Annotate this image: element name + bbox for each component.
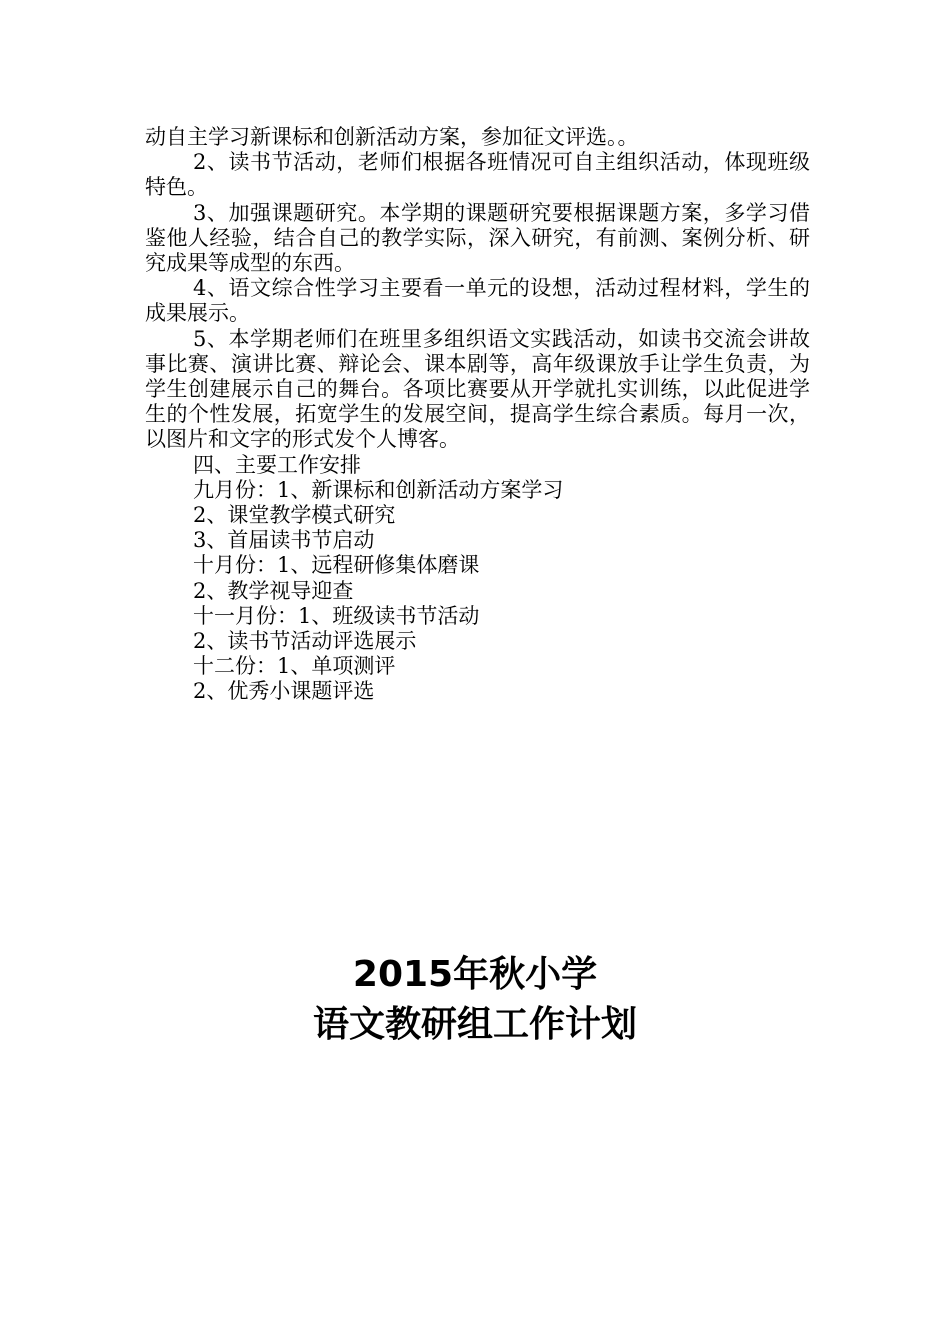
paragraph-continuation: 动自主学习新课标和创新活动方案，参加征文评选。。	[145, 125, 639, 149]
schedule-item: 3、首届读书节启动	[193, 528, 375, 553]
cover-title-line2: 语文教研组工作计划	[312, 1004, 637, 1045]
section-heading: 四、主要工作安排	[193, 452, 361, 477]
cover-title-line1: 2015年秋小学	[352, 954, 598, 995]
paragraph-comprehensive-learning: 4、语文综合性学习主要看一单元的设想，活动过程材料，学生的成果展示。	[145, 276, 810, 326]
schedule-item: 十一月份：1、班级读书节活动	[193, 603, 480, 628]
schedule-item: 2、读书节活动评选展示	[193, 629, 417, 654]
schedule-item: 十二份：1、单项测评	[193, 654, 396, 679]
paragraph-reading-festival: 2、读书节活动，老师们根据各班情况可自主组织活动，体现班级特色。	[145, 150, 810, 200]
schedule-item: 九月份：1、新课标和创新活动方案学习	[193, 477, 564, 502]
cover-title	[0, 950, 950, 1050]
paragraph-research: 3、加强课题研究。本学期的课题研究要根据课题方案，多学习借鉴他人经验，结合自己的教学实际，深入研究，有前测、案例分析、研究成果等成型的东西。	[145, 200, 810, 276]
work-schedule	[145, 453, 810, 705]
schedule-item: 十月份：1、远程研修集体磨课	[193, 553, 480, 578]
document-body	[145, 125, 810, 705]
schedule-item: 2、优秀小课题评选	[193, 679, 375, 704]
schedule-item: 2、课堂教学模式研究	[193, 503, 396, 528]
paragraph-practice-activities: 5、本学期老师们在班里多组织语文实践活动，如读书交流会讲故事比赛、演讲比赛、辩论会、课本剧等，高年级课放手让学生负责，为学生创建展示自己的舞台。各项比赛要从开学就扎实训练，以此促进学生的个性发展，拓宽学生的发展空间，提高学生综合素质。每月一次，以图片和文字的形式发个人博客。	[145, 326, 810, 452]
schedule-item: 2、教学视导迎查	[193, 578, 354, 603]
